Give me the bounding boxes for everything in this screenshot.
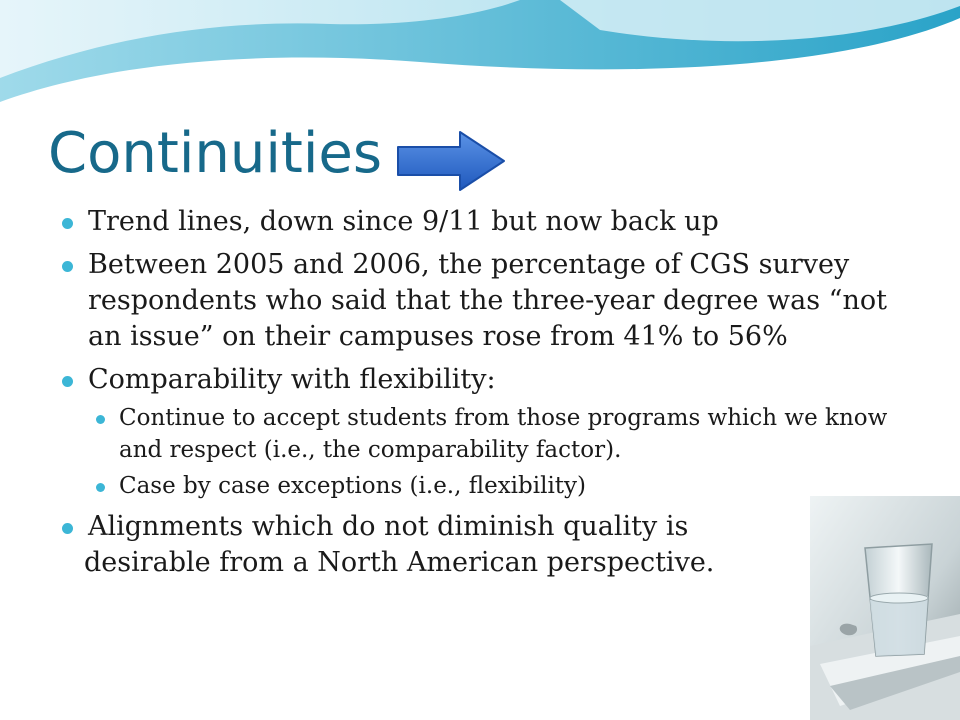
sub-bullet-item: Continue to accept students from those programs which we know and respect (i.e., the comparability factor). [94,402,894,466]
sub-bullet-list [94,402,894,502]
bullet-item-label: Alignments which do not diminish quality is [88,511,689,542]
bullet-item-label: Comparability with flexibility: [88,364,496,395]
sub-bullet-item: Case by case exceptions (i.e., flexibility) [94,470,894,502]
bullet-item: Trend lines, down since 9/11 but now back up [60,204,910,240]
bullet-item: Between 2005 and 2006, the percentage of CGS survey respondents who said that the three-year degree was “not an issue” on their campuses rose from 41% to 56% [60,247,910,355]
right-arrow-icon [396,130,508,192]
bullet-item-with-subitems [60,362,910,502]
water-glass-image [810,496,960,720]
bullet-item [60,509,910,581]
bullet-continuation: desirable from a North American perspective. [84,547,715,578]
slide-title: Continuities [48,121,383,186]
bullet-list [60,204,910,588]
header-waves [0,0,960,120]
